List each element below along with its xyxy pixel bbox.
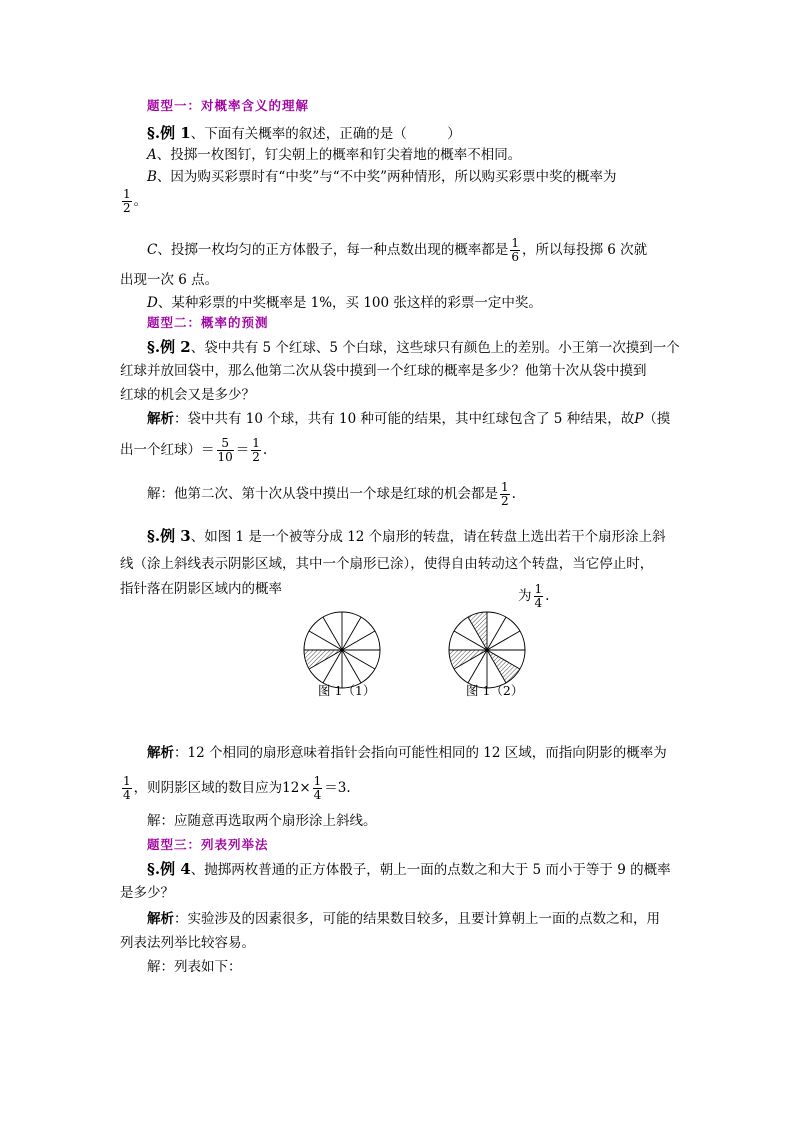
option-c-continued: 出现一次 6 点。 xyxy=(120,272,219,288)
example-3-analysis-line-2: $\frac{1}{4}$ ，则阴影区域的数目应为12× $\frac{1}{4}$ ＝3. xyxy=(123,774,351,802)
fraction: $\frac{1}{6}$ xyxy=(511,236,519,264)
option-b: B、因为购买彩票时有“中奖”与“不中奖”两种情形，所以购买彩票中奖的概率为 xyxy=(147,169,617,185)
example-3-line-3: 指针落在阴影区域内的概率 xyxy=(120,581,282,597)
example-2-solution: 解：他第二次、第十次从袋中摸出一个球是红球的机会都是 $\frac{1}{2}$ . xyxy=(147,480,516,508)
example-4-line-2: 是多少？ xyxy=(120,885,174,901)
fraction: $\frac{1}{2}$ xyxy=(501,480,509,508)
example-2-analysis-line-2: 出一个红球）＝ $\frac{5}{10}$ ＝ $\frac{1}{2}$ . xyxy=(120,436,268,464)
fraction: $\frac{1}{4}$ xyxy=(313,774,322,802)
example-2-label: §.例 2 xyxy=(147,338,191,356)
example-3-solution: 解：应随意再选取两个扇形涂上斜线。 xyxy=(147,813,377,829)
example-4-analysis-line-2: 列表法列举比较容易。 xyxy=(120,935,255,951)
example-4-label: §.例 4 xyxy=(147,860,191,878)
spinner-figure-2 xyxy=(447,610,527,690)
option-b-fraction: $\frac{1}{2}$ 。 xyxy=(123,187,148,215)
example-3-probability: 为 $\frac{1}{4}$ . xyxy=(518,582,550,610)
option-c: C、投掷一枚均匀的正方体骰子，每一种点数出现的概率都是 $\frac{1}{6}$ ，所以每投掷 6 次就 xyxy=(147,236,648,264)
figure-2-caption: 图 1（2） xyxy=(466,683,524,698)
example-3-stem: §.例 3、如图 1 是一个被等分成 12 个扇形的转盘，请在转盘上选出若干个扇形涂上斜 xyxy=(147,527,666,545)
fraction: $\frac{1}{2}$ xyxy=(123,187,131,215)
option-d: D、某种彩票的中奖概率是 1%，买 100 张这样的彩票一定中奖。 xyxy=(147,295,542,311)
fraction: $\frac{1}{2}$ xyxy=(252,436,260,464)
option-a: A、投掷一枚图钉，钉尖朝上的概率和钉尖着地的概率不相同。 xyxy=(147,147,522,163)
example-4-analysis: 解析：实验涉及的因素很多，可能的结果数目较多，且要计算朝上一面的点数之和，用 xyxy=(147,911,660,927)
example-4-stem: §.例 4、抛掷两枚普通的正方体骰子，朝上一面的点数之和大于 5 而小于等于 9 的概率 xyxy=(147,860,671,878)
example-1-label: §.例 1 xyxy=(147,124,191,142)
example-4-solution: 解：列表如下： xyxy=(147,959,242,975)
example-2-line-2: 红球并放回袋中，那么他第二次从袋中摸到一个红球的概率是多少？他第十次从袋中摸到 xyxy=(120,363,647,379)
example-2-analysis: 解析：袋中共有 10 个球，共有 10 种可能的结果，其中红球包含了 5 种结果，故P（摸 xyxy=(147,411,671,427)
fraction: $\frac{1}{4}$ xyxy=(123,774,131,802)
example-1-stem: §.例 1、下面有关概率的叙述，正确的是（ ） xyxy=(147,124,461,142)
example-3-line-2: 线（涂上斜线表示阴影区域，其中一个扇形已涂），使得自由转动这个转盘，当它停止时， xyxy=(120,556,654,572)
section-heading-1: 题型一：对概率含义的理解 xyxy=(147,98,310,113)
section-heading-2: 题型二：概率的预测 xyxy=(147,315,269,330)
example-3-label: §.例 3 xyxy=(147,527,191,545)
figure-1-caption: 图 1（1） xyxy=(318,683,376,698)
spinner-figure-1 xyxy=(302,610,382,690)
section-heading-3: 题型三：列表列举法 xyxy=(147,837,269,852)
example-3-analysis: 解析：12 个相同的扇形意味着指针会指向可能性相同的 12 区域，而指向阴影的概率为 xyxy=(147,745,667,761)
fraction: $\frac{1}{4}$ xyxy=(534,582,543,610)
example-2-line-3: 红球的机会又是多少？ xyxy=(120,387,255,403)
example-2-stem: §.例 2、袋中共有 5 个红球、5 个白球，这些球只有颜色上的差别。小王第一次摸到一个 xyxy=(147,338,680,356)
fraction: $\frac{5}{10}$ xyxy=(217,436,233,464)
